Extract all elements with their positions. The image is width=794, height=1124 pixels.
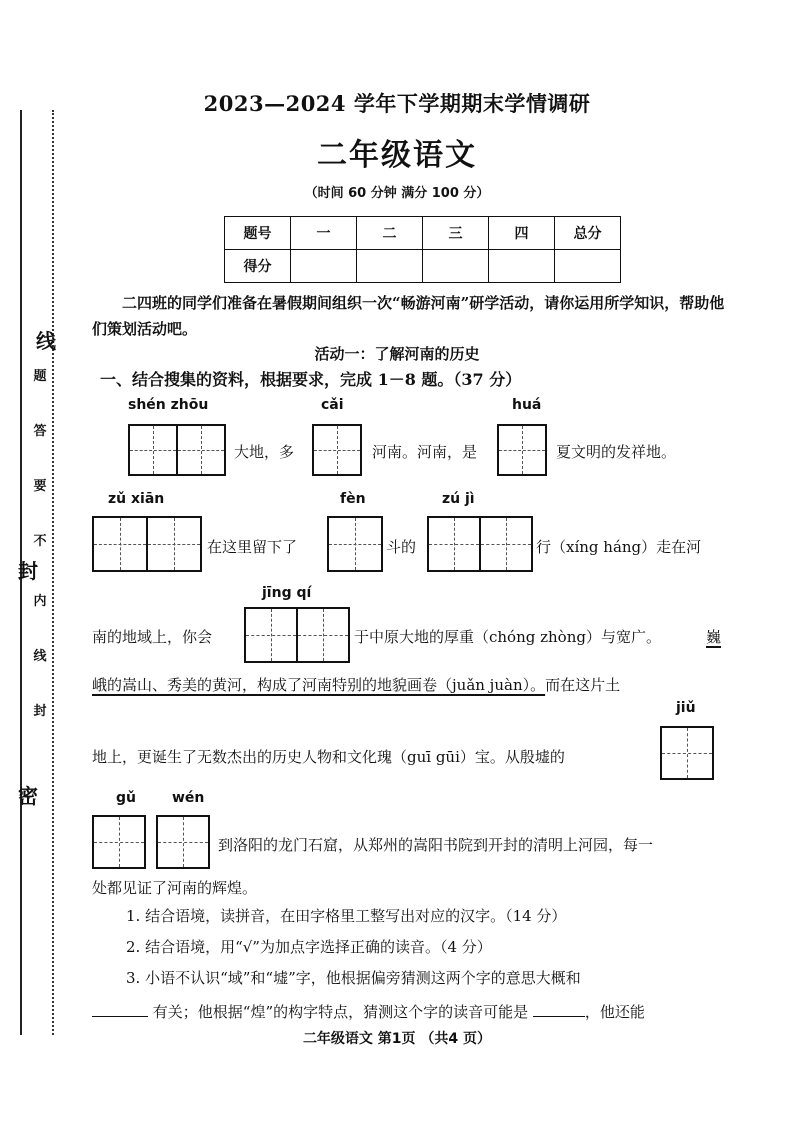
- score-cell[interactable]: [489, 250, 555, 283]
- passage-text: 行（xíng háng）走在河: [536, 538, 702, 556]
- passage-text: 夏文明的发祥地。: [556, 443, 677, 461]
- score-header-cell: 题号: [225, 217, 291, 250]
- margin-char: 内: [33, 594, 47, 609]
- tianzige-cell[interactable]: [176, 424, 226, 476]
- score-cell[interactable]: [291, 250, 357, 283]
- tianzige-gu[interactable]: [92, 815, 146, 869]
- passage-text: 地上，更诞生了无数杰出的历史人物和文化瑰（guī gūi）宝。从殷墟的: [92, 748, 565, 766]
- pinyin-label: huá: [512, 397, 542, 413]
- score-header-cell: 总分: [555, 217, 621, 250]
- score-header-cell: 三: [423, 217, 489, 250]
- question-3-text: ，他还能: [584, 1003, 645, 1021]
- passage-text: 南的地域上，你会: [92, 628, 213, 646]
- exam-title: 2023—2024 学年下学期期末学情调研: [203, 91, 591, 116]
- passage-text: 大地，多: [234, 443, 295, 461]
- passage-text: 河南。河南，是: [372, 443, 478, 461]
- tianzige-cell[interactable]: [244, 607, 298, 663]
- question-1: 1. 结合语境，读拼音，在田字格里工整写出对应的汉字。（14 分）: [126, 907, 567, 925]
- pinyin-label: gǔ: [116, 790, 136, 806]
- margin-char: 线: [33, 649, 47, 664]
- pinyin-label: wén: [172, 790, 205, 806]
- passage-text-underlined: 峨的嵩山、秀美的黄河，构成了河南特别的地貌画卷（juǎn juàn）。: [92, 676, 546, 694]
- score-cell[interactable]: [423, 250, 489, 283]
- score-table: [224, 216, 621, 283]
- margin-char-xian: 线: [36, 329, 56, 353]
- tianzige-zuji[interactable]: [427, 516, 533, 572]
- passage-text: 斗的: [386, 538, 417, 556]
- intro-paragraph: 二四班的同学们准备在暑假期间组织一次“畅游河南”研学活动，请你运用所学知识，帮助他们策划活动吧。: [92, 294, 725, 338]
- pinyin-label: fèn: [340, 491, 366, 507]
- margin-char-feng: 封: [18, 559, 38, 583]
- tianzige-cell[interactable]: [660, 726, 714, 780]
- tianzige-cell[interactable]: [92, 815, 146, 869]
- question-3-text: 有关；他根据“煌”的构字特点，猜测这个字的读音可能是: [152, 1003, 529, 1021]
- tianzige-zuxian[interactable]: [92, 516, 202, 572]
- margin-char-mi: 密: [18, 784, 38, 808]
- time-note: （时间 60 分钟 满分 100 分）: [304, 186, 490, 201]
- tianzige-cai[interactable]: [312, 424, 362, 476]
- tianzige-wen[interactable]: [156, 815, 210, 869]
- passage-text-underlined: 巍: [706, 628, 722, 646]
- margin-char: 题: [33, 369, 47, 384]
- margin-char: 不: [33, 534, 47, 549]
- score-header-cell: 二: [357, 217, 423, 250]
- subject-title: 二年级语文: [317, 138, 477, 173]
- tianzige-jiu[interactable]: [660, 726, 714, 780]
- section-title: 一、结合搜集的资料，根据要求，完成 1－8 题。（37 分）: [100, 370, 522, 389]
- tianzige-fen[interactable]: [327, 516, 383, 572]
- pinyin-label: jīng qí: [262, 585, 312, 601]
- margin-char: 答: [33, 424, 47, 439]
- tianzige-shenzhou[interactable]: [128, 424, 226, 476]
- passage-text: 处都见证了河南的辉煌。: [92, 879, 258, 897]
- tianzige-cell[interactable]: [92, 516, 148, 572]
- tianzige-cell[interactable]: [156, 815, 210, 869]
- pinyin-label: zǔ xiān: [108, 491, 165, 507]
- tianzige-hua[interactable]: [497, 424, 547, 476]
- passage-text: 到洛阳的龙门石窟，从郑州的嵩阳书院到开封的清明上河园，每一: [218, 836, 654, 854]
- question-2: 2. 结合语境，用“√”为加点字选择正确的读音。（4 分）: [126, 938, 492, 956]
- question-3: 3. 小语不认识“域”和“墟”字，他根据偏旁猜测这两个字的意思大概和: [126, 969, 581, 987]
- tianzige-cell[interactable]: [128, 424, 178, 476]
- margin-char: 封: [33, 704, 47, 719]
- pinyin-label: shén zhōu: [128, 397, 209, 413]
- pinyin-label: cǎi: [321, 397, 344, 413]
- passage-text: 于中原大地的厚重（chóng zhòng）与宽广。: [354, 628, 661, 646]
- tianzige-cell[interactable]: [479, 516, 533, 572]
- answer-blank[interactable]: [92, 1016, 148, 1017]
- binding-dotted-line: [52, 110, 54, 1035]
- tianzige-jingqi[interactable]: [244, 607, 350, 663]
- passage-text: 在这里留下了: [207, 538, 298, 556]
- question-3-cont: [92, 1001, 645, 1022]
- pinyin-label: jiǔ: [676, 700, 696, 716]
- passage-text: 而在这片土: [545, 676, 621, 694]
- score-row-label: 得分: [225, 250, 291, 283]
- tianzige-cell[interactable]: [427, 516, 481, 572]
- page-footer: 二年级语文 第1页 （共4 页）: [302, 1031, 492, 1047]
- passage-line: [92, 674, 620, 695]
- answer-blank[interactable]: [533, 1016, 585, 1017]
- tianzige-cell[interactable]: [146, 516, 202, 572]
- score-cell[interactable]: [357, 250, 423, 283]
- score-cell[interactable]: [555, 250, 621, 283]
- score-header-cell: 四: [489, 217, 555, 250]
- margin-char: 要: [33, 479, 47, 494]
- tianzige-cell[interactable]: [312, 424, 362, 476]
- tianzige-cell[interactable]: [327, 516, 383, 572]
- activity-title: 活动一：了解河南的历史: [314, 345, 480, 363]
- pinyin-label: zú jì: [442, 491, 475, 507]
- tianzige-cell[interactable]: [497, 424, 547, 476]
- score-header-cell: 一: [291, 217, 357, 250]
- tianzige-cell[interactable]: [296, 607, 350, 663]
